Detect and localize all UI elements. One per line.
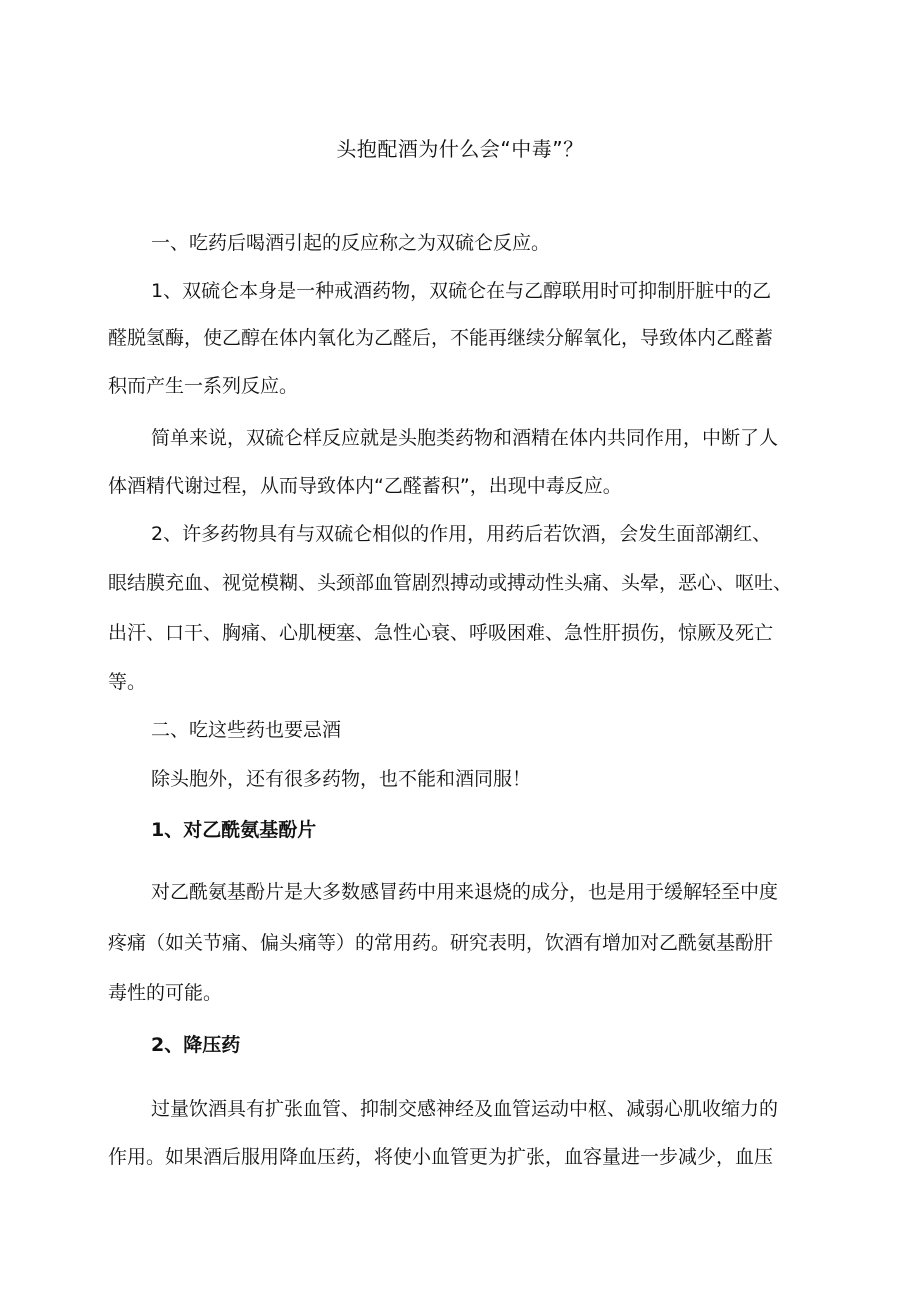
paragraph-line: 体酒精代谢过程，从而导致体内“乙醛蓄积”，出现中毒反应。 [108,475,622,497]
subheading-acetaminophen: 1、对乙酰氨基酚片 [151,819,317,841]
paragraph-line: 眼结膜充血、视觉模糊、头颈部血管剧烈搏动或搏动性头痛、头晕，恶心、呕吐、 [108,572,793,594]
paragraph-line: 作用。如果酒后服用降血压药，将使小血管更为扩张，血容量进一步减少，血压 [108,1146,774,1168]
paragraph-line: 毒性的可能。 [108,982,223,1004]
section-heading-2: 二、吃这些药也要忌酒 [151,719,342,741]
document-title: 头抱配酒为什么会“中毒”？ [336,137,584,161]
paragraph-line: 醛脱氢酶，使乙醇在体内氧化为乙醛后，不能再继续分解氧化，导致体内乙醛蓄 [108,327,774,349]
subheading-antihypertensive: 2、降压药 [151,1034,241,1056]
paragraph-line: 对乙酰氨基酚片是大多数感冒药中用来退烧的成分，也是用于缓解轻至中度 [151,881,779,903]
paragraph-line: 疼痛（如关节痛、偏头痛等）的常用药。研究表明，饮酒有增加对乙酰氨基酚肝 [108,932,774,954]
section-heading-1: 一、吃药后喝酒引起的反应称之为双硫仑反应。 [151,232,551,254]
paragraph-line: 简单来说，双硫仑样反应就是头胞类药物和酒精在体内共同作用，中断了人 [151,427,779,449]
paragraph-line: 2、许多药物具有与双硫仑相似的作用，用药后若饮酒，会发生面部潮红、 [151,523,772,545]
paragraph-line: 积而产生一系列反应。 [108,375,299,397]
paragraph-line: 除头胞外，还有很多药物，也不能和酒同服！ [151,768,532,790]
paragraph-line: 等。 [108,671,147,693]
paragraph-line: 1、双硫仑本身是一种戒酒药物，双硫仑在与乙醇联用时可抑制肝脏中的乙 [151,280,772,302]
paragraph-line: 出汗、口干、胸痛、心肌梗塞、急性心衰、呼吸困难、急性肝损伤，惊厥及死亡 [108,622,774,644]
paragraph-line: 过量饮酒具有扩张血管、抑制交感神经及血管运动中枢、减弱心肌收缩力的 [151,1098,779,1120]
